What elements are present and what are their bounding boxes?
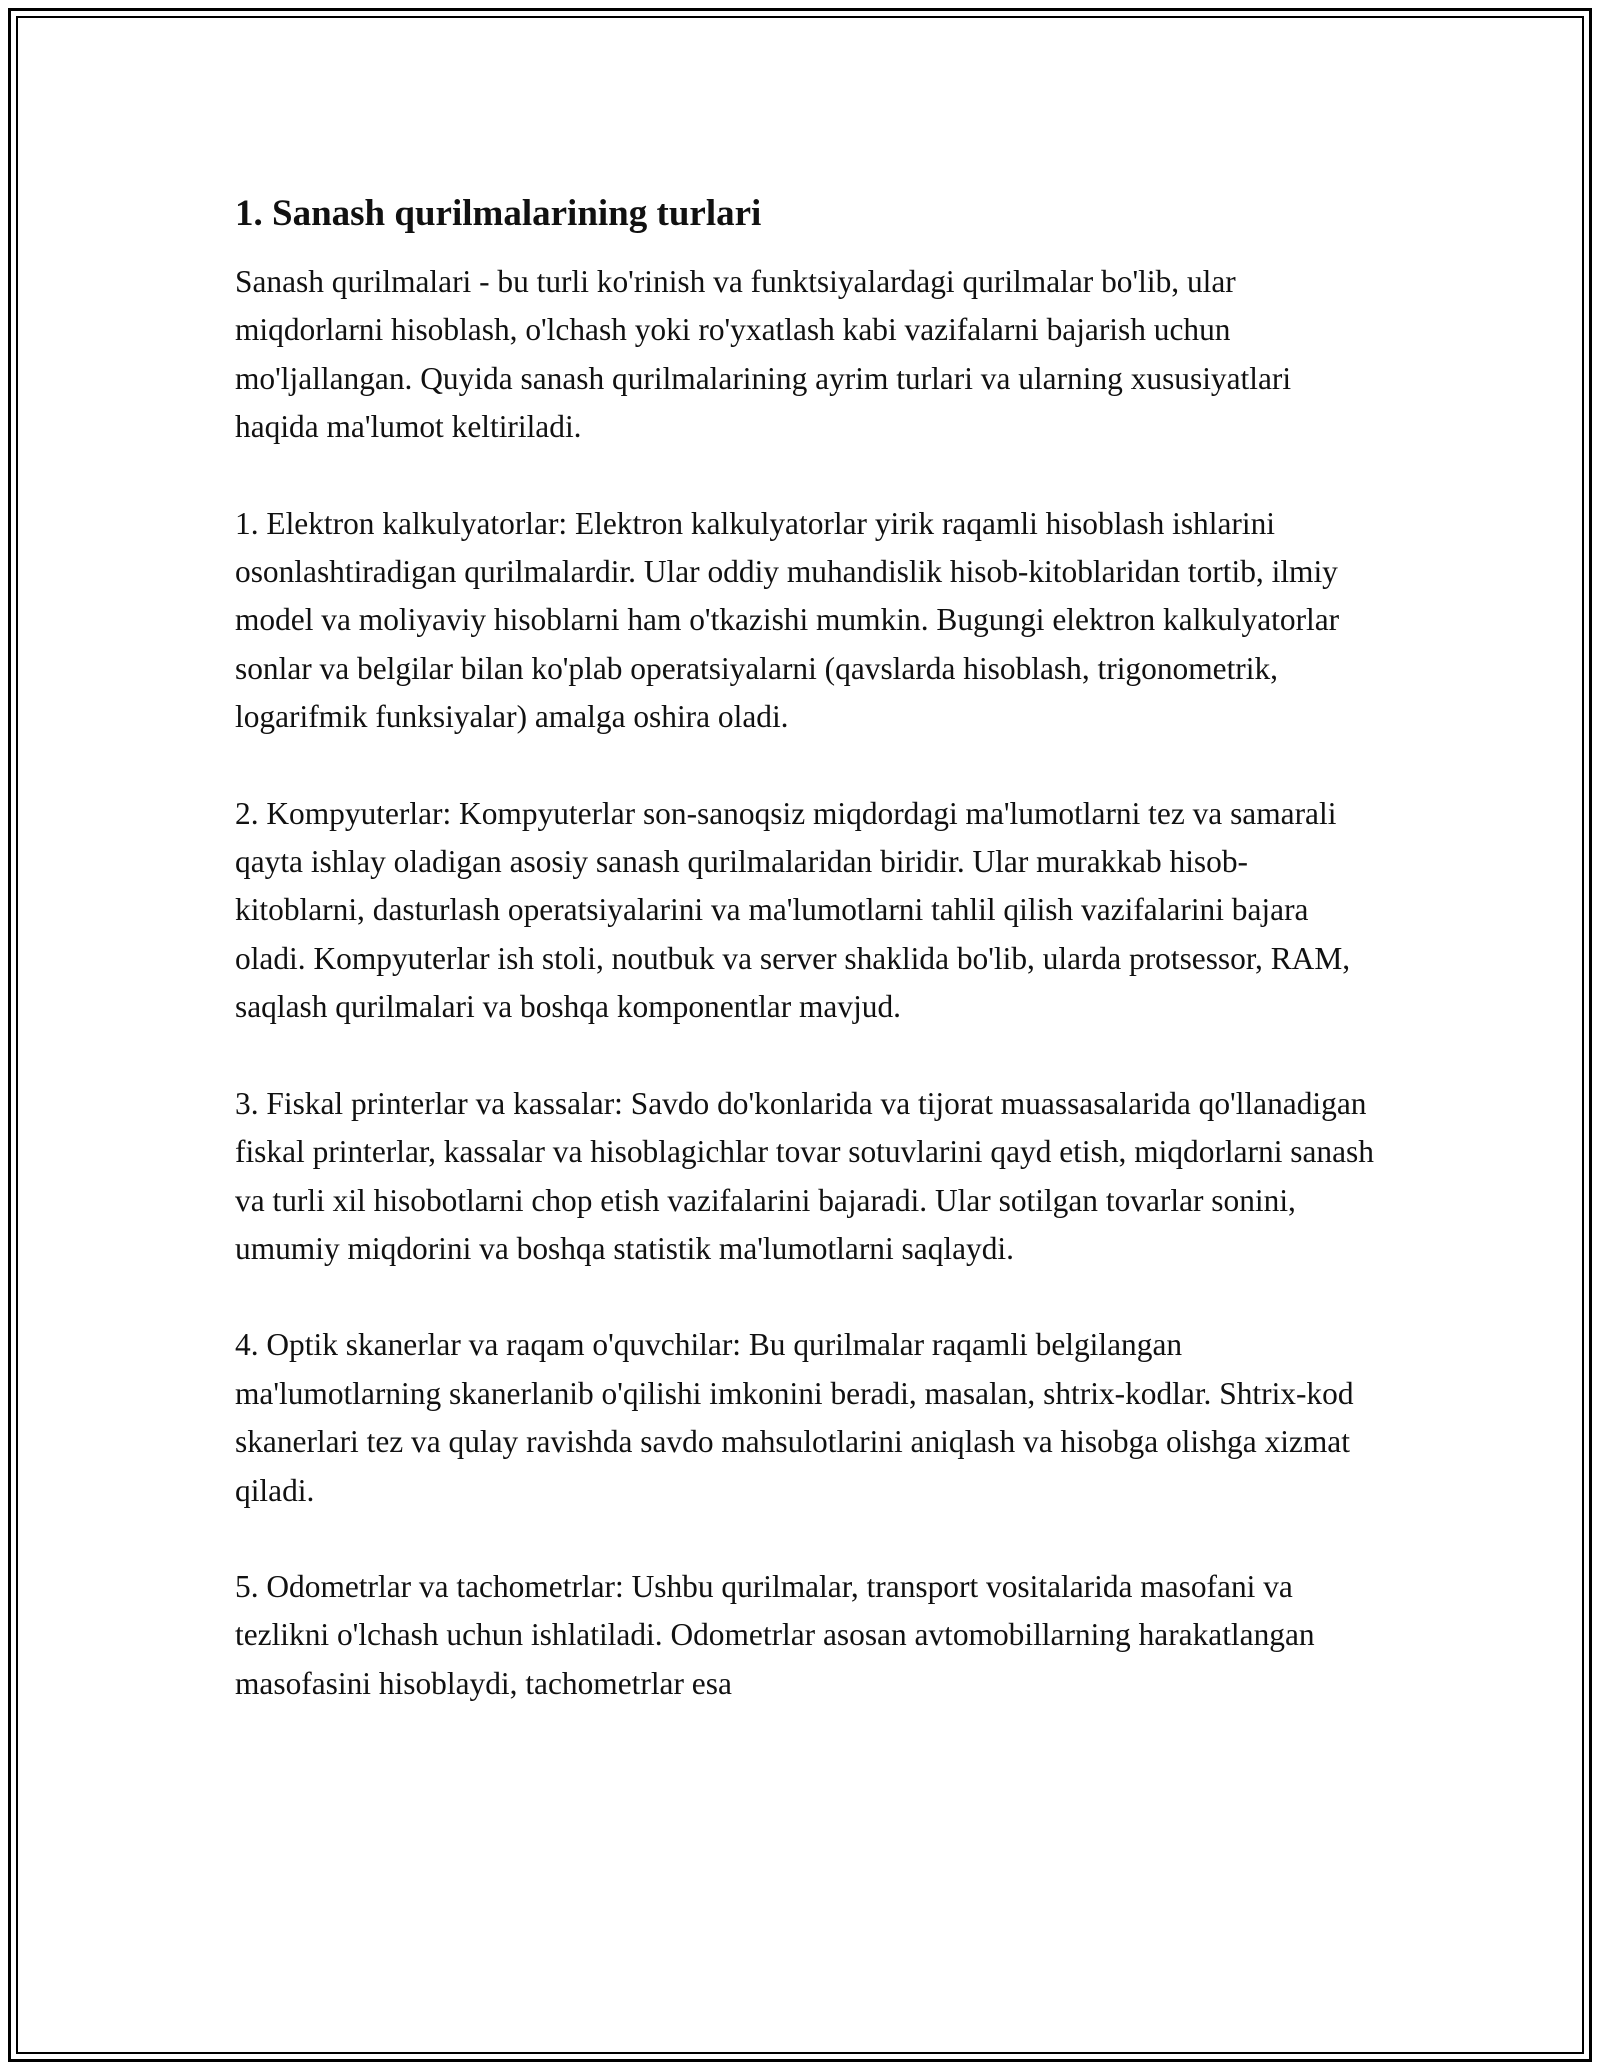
- paragraph-electronic-calculators: 1. Elektron kalkulyatorlar: Elektron kalkulyatorlar yirik raqamli hisoblash ishlarini osonlashtiradigan qurilmalardir. Ular oddiy muhandislik hisob-kitoblaridan tortib, ilmiy model va moliyaviy hisoblarni ham o'tkazishi mumkin. Bugungi elektron kalkulyatorlar sonlar va belgilar bilan ko'plab operatsiyalarni (qavslarda hisoblash, trigonometrik, logarifmik funksiyalar) amalga oshira oladi.: [235, 505, 1340, 735]
- paragraph-odometers: 5. Odometrlar va tachometrlar: Ushbu qurilmalar, transport vositalarida masofani va tezlikni o'lchash uchun ishlatiladi. Odometrlar asosan avtomobillarning harakatlangan masofasini hisoblaydi, tachometrlar esa: [235, 1568, 1315, 1701]
- section-heading: 1. Sanash qurilmalarining turlari: [235, 193, 762, 234]
- paragraph-optical-scanners: 4. Optik skanerlar va raqam o'quvchilar: Bu qurilmalar raqamli belgilangan ma'lumotlarning skanerlanib o'qilishi imkonini beradi, masalan, shtrix-kodlar. Shtrix-kod skanerlari tez va qulay ravishda savdo mahsulotlarini aniqlash va hisobga olishga xizmat qiladi.: [235, 1327, 1354, 1508]
- paragraph-computers: 2. Kompyuterlar: Kompyuterlar son-sanoqsiz miqdordagi ma'lumotlarni tez va samarali qayta ishlay oladigan asosiy sanash qurilmalaridan biridir. Ular murakkab hisob-kitoblarni, dasturlash operatsiyalarini va ma'lumotlarni tahlil qilish vazifalarini bajara oladi. Kompyuterlar ish stoli, noutbuk va server shaklida bo'lib, ularda protsessor, RAM, saqlash qurilmalari va boshqa komponentlar mavjud.: [235, 795, 1351, 1025]
- intro-paragraph: Sanash qurilmalari - bu turli ko'rinish va funktsiyalardagi qurilmalar bo'lib, ular miqdorlarni hisoblash, o'lchash yoki ro'yxatlash kabi vazifalarni bajarish uchun mo'ljallangan. Quyida sanash qurilmalarining ayrim turlari va ularning xususiyatlari haqida ma'lumot keltiriladi.: [235, 264, 1292, 445]
- paragraph-fiscal-printers: 3. Fiskal printerlar va kassalar: Savdo do'konlarida va tijorat muassasalarida qo'llanadigan fiskal printerlar, kassalar va hisoblagichlar tovar sotuvlarini qayd etish, miqdorlarni sanash va turli xil hisobotlarni chop etish vazifalarini bajaradi. Ular sotilgan tovarlar sonini, umumiy miqdorini va boshqa statistik ma'lumotlarni saqlaydi.: [235, 1085, 1374, 1266]
- document-body: [235, 190, 1375, 1756]
